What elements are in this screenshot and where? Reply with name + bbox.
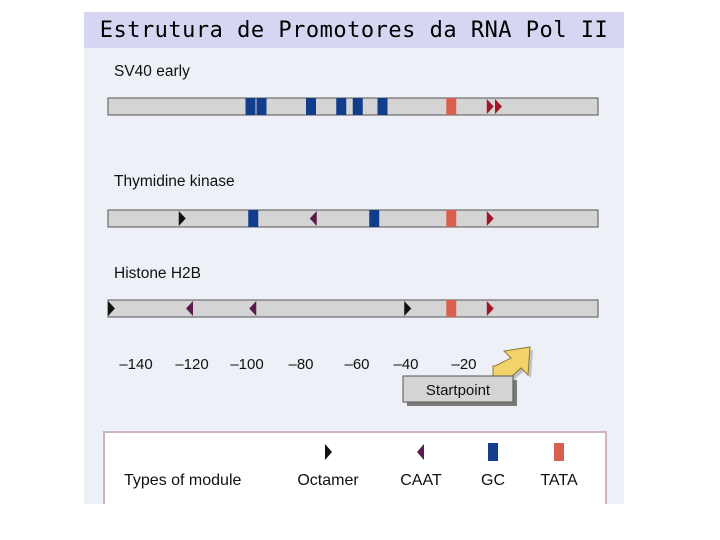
promoter-name: SV40 early [114, 63, 190, 80]
gc-module [246, 98, 256, 115]
promoter-row [108, 265, 598, 317]
tata-module [446, 98, 456, 115]
axis-tick-label: –80 [288, 356, 314, 373]
legend-label: CAAT [400, 472, 442, 489]
tata-module [446, 210, 456, 227]
legend-symbol [488, 443, 498, 461]
axis-tick-label: –120 [175, 356, 209, 373]
legend-label: TATA [540, 472, 578, 489]
legend-symbol [554, 443, 564, 461]
axis-tick-label: –60 [344, 356, 370, 373]
promoter-bar [108, 300, 598, 317]
legend [104, 432, 606, 504]
legend-label: GC [481, 472, 505, 489]
tata-module [446, 300, 456, 317]
gc-module [378, 98, 388, 115]
promoter-name: Thymidine kinase [114, 173, 235, 190]
legend-title: Types of module [124, 472, 242, 489]
legend-box [104, 432, 606, 504]
legend-label: Octamer [297, 472, 359, 489]
position-axis [119, 356, 476, 373]
axis-tick-label: –140 [119, 356, 153, 373]
axis-tick-label: –20 [451, 356, 477, 373]
axis-tick-label: –40 [393, 356, 419, 373]
gc-module [353, 98, 363, 115]
promoter-row [108, 173, 598, 227]
page-title: Estrutura de Promotores da RNA Pol II [99, 17, 609, 43]
gc-module [336, 98, 346, 115]
gc-module [306, 98, 316, 115]
promoter-diagram [84, 48, 624, 504]
axis-tick-label: –100 [230, 356, 264, 373]
promoter-rows [108, 63, 598, 317]
gc-module [248, 210, 258, 227]
startpoint-label: Startpoint [425, 382, 491, 399]
diagram-panel [84, 48, 624, 504]
title-bar [84, 12, 624, 48]
gc-module [369, 210, 379, 227]
promoter-name: Histone H2B [114, 265, 202, 282]
gc-module [257, 98, 267, 115]
promoter-row [108, 63, 598, 115]
